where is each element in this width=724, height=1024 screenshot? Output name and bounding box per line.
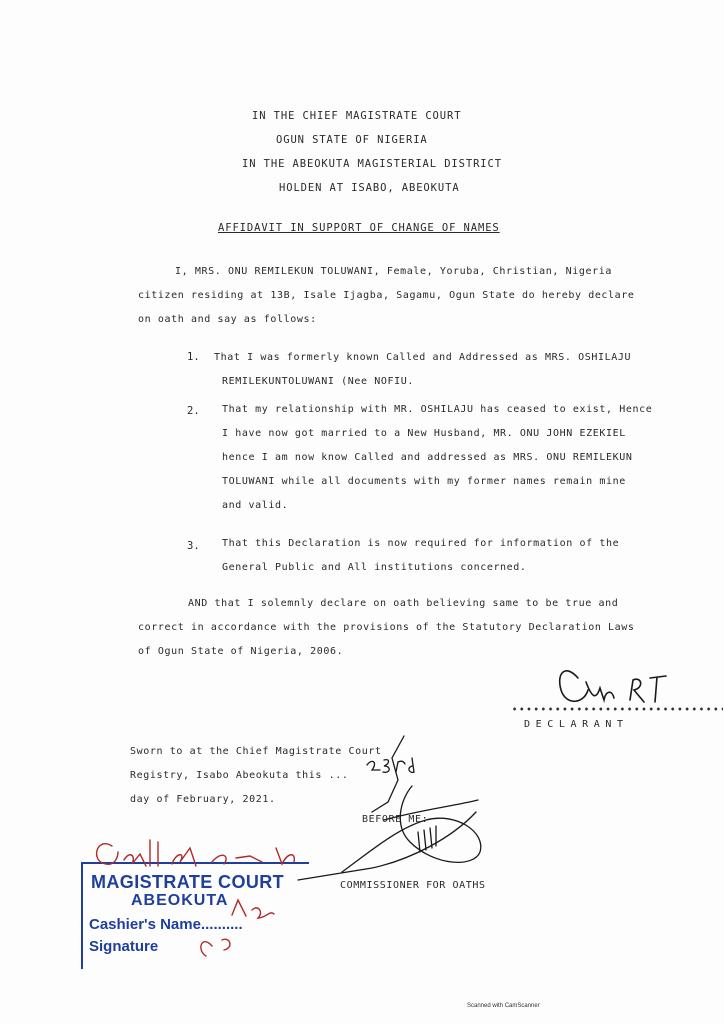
item-3-line: General Public and All institutions concerned. (222, 562, 527, 573)
declarant-signature (560, 671, 666, 702)
scanner-watermark: Scanned with CamScanner (467, 1003, 540, 1009)
stamp-line-4: Signature (89, 938, 159, 955)
item-2-line: That my relationship with MR. OSHILAJU has ceased to exist, Hence (222, 404, 653, 415)
declarant-label: DECLARANT (524, 719, 629, 730)
item-1-number: 1. (187, 351, 200, 363)
sworn-line-3: day of February, 2021. (130, 794, 276, 805)
item-1-line: That I was formerly known Called and Addressed as MRS. OSHILAJU (214, 352, 632, 363)
item-2-line: hence I am now know Called and addressed as MRS. ONU REMILEKUN (222, 452, 633, 463)
intro-line-3: on oath and say as follows: (138, 314, 317, 325)
item-1-line: REMILEKUNTOLUWANI (Nee NOFIU. (222, 376, 414, 387)
item-3-line: That this Declaration is now required for information of the (222, 538, 620, 549)
stamp-line-2: ABEOKUTA (131, 892, 229, 909)
intro-line-1: I, MRS. ONU REMILEKUN TOLUWANI, Female, Yoruba, Christian, Nigeria (175, 266, 612, 277)
closing-line-3: of Ogun State of Nigeria, 2006. (138, 646, 344, 657)
item-2-line: I have now got married to a New Husband, MR. ONU JOHN EZEKIEL (222, 428, 626, 439)
court-heading-line-1: IN THE CHIEF MAGISTRATE COURT (252, 110, 462, 122)
stamp-handwriting (97, 840, 295, 956)
item-2-line: and valid. (222, 500, 289, 511)
court-heading-line-3: IN THE ABEOKUTA MAGISTERIAL DISTRICT (242, 158, 502, 170)
sworn-line-1: Sworn to at the Chief Magistrate Court (130, 746, 382, 757)
stamp-line-3: Cashier's Name.......... (89, 916, 243, 933)
item-2-line: TOLUWANI while all documents with my former names remain mine (222, 476, 626, 487)
commissioner-for-oaths-label: COMMISSIONER FOR OATHS (340, 880, 486, 891)
commissioner-signature (298, 736, 481, 880)
closing-line-2: correct in accordance with the provisions of the Statutory Declaration Laws (138, 622, 635, 633)
handwritten-day (367, 758, 414, 772)
court-heading-line-2: OGUN STATE OF NIGERIA (276, 134, 428, 146)
stamp-line-1: MAGISTRATE COURT (91, 872, 285, 892)
sworn-line-2: Registry, Isabo Abeokuta this ... (130, 770, 349, 781)
before-me-label: BEFORE ME: (362, 814, 429, 825)
court-heading-line-4: HOLDEN AT ISABO, ABEOKUTA (279, 182, 460, 194)
intro-line-2: citizen residing at 13B, Isale Ijagba, Sagamu, Ogun State do hereby declare (138, 290, 635, 301)
item-3-number: 3. (187, 540, 200, 552)
item-2-number: 2. (187, 405, 200, 417)
closing-line-1: AND that I solemnly declare on oath believing same to be true and (188, 598, 619, 609)
affidavit-title: AFFIDAVIT IN SUPPORT OF CHANGE OF NAMES (218, 222, 500, 234)
